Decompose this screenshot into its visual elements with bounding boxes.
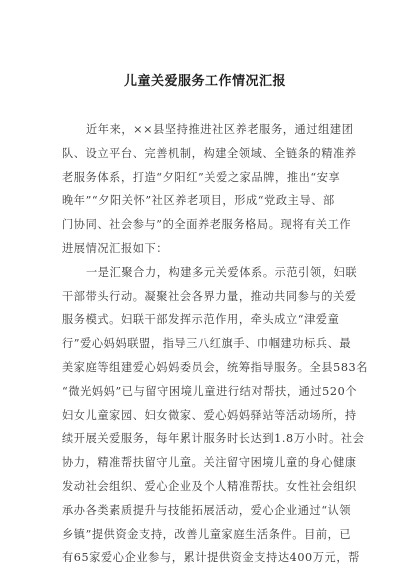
body-line: 近年来，××县坚持推进社区养老服务，通过组建团 <box>86 123 354 136</box>
body-line: 行”爱心妈妈联盟，指导三八红旗手、巾帼建功标兵、最 <box>62 337 352 351</box>
body-line: 发动社会组织、爱心企业及个人精准帮扶。女性社会组织 <box>62 479 357 493</box>
body-line: 续开展关爱服务，每年累计服务时长达到1.8万小时。社会 <box>62 432 365 446</box>
body-line: 协力，精准帮扶留守儿童。关注留守困境儿童的身心健康 <box>62 456 357 470</box>
body-line: 美家庭等组建爱心妈妈委员会，统筹指导服务。全县583名 <box>62 360 369 374</box>
body-line: 队、设立平台、完善机制，构建全领域、全链条的精准养 <box>62 146 357 160</box>
body-line: 承办各类素质提升与技能拓展活动，爱心企业通过“认领 <box>62 503 352 517</box>
body-line: 老服务体系，打造“夕阳红”关爱之家品牌，推出“安享 <box>62 170 341 184</box>
body-line: 一是汇聚合力，构建多元关爱体系。示范引领，妇联 <box>86 265 358 279</box>
body-line: 晚年”“夕阳关怀”社区养老项目，形成“党政主导、部 <box>62 194 335 208</box>
document-body <box>62 118 369 570</box>
document-title: 儿童关爱服务工作情况汇报 <box>123 74 286 89</box>
body-line: 进展情况汇报如下： <box>62 241 169 255</box>
body-line: 妇女儿童家园、妇女微家、爱心妈妈驿站等活动场所，持 <box>62 408 357 422</box>
body-line: 有65家爱心企业参与，累计提供资金支持达400万元，帮 <box>62 551 360 565</box>
body-line: 干部带头行动。凝聚社会各界力量，推动共同参与的关爱 <box>62 289 357 303</box>
body-line: 乡镇”提供资金支持，改善儿童家庭生活条件。目前，已 <box>62 527 352 541</box>
body-line: 门协同、社会参与”的全面养老服务格局。现将有关工作 <box>62 218 352 232</box>
body-line: “微光妈妈”已与留守困境儿童进行结对帮扶，通过520个 <box>62 384 358 398</box>
body-line: 服务模式。妇联干部发挥示范作用，牵头成立“津爱童 <box>62 313 340 327</box>
